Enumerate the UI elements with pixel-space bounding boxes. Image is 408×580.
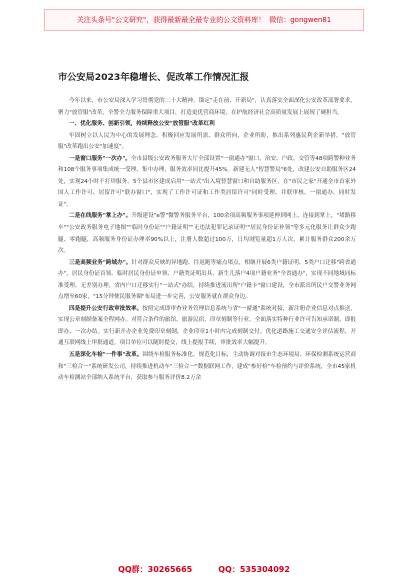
footer-contact [0, 563, 408, 575]
document-title: 市公安局2023年稳增长、促改革工作情况汇报 [58, 72, 249, 83]
qq-number: QQ：535304092 [218, 564, 290, 574]
promo-banner [44, 9, 364, 31]
body-paragraph [58, 304, 356, 350]
paragraph-lead: 五是深化车检"一件事"改革。 [69, 352, 143, 359]
paragraph-lead: 二是在线服务"掌上办"。 [69, 213, 132, 220]
paragraph-lead: 四是提升公安行政审批效率。 [69, 305, 143, 312]
paragraph-lead: 一是窗口服务"一次办"。 [69, 155, 131, 162]
paragraph-text: 今年以来，市公安局深入学习贯彻党的二十大精神，锚定"走在前、开新局"，认真落实全面深化公安改革部署要求，聚力"放管服"改革，全警全力服务保障重大项目，打造更优营商环境，在护航经济社会高质量发展上展现了硬担当。 [58, 98, 356, 116]
paragraph-text: 按照完成即审查业务管理信息系统与省"一窗通"系统对接，新注册企业信息对点推送，实现公章刻制备案全程网办。对符合条件的旅馆、旅游民宿，印章刻制等行业，全面落实特种行业许可告知承诺制，即报即办、一次办结。实行新开办企业免费印章刻制，企业印章1小时内完成刻制交付。优化道路施工交通安全评估流程，开通互联网线上审批通道，项目单位可以随时提交，线上提报手续，审批效率大幅提升。 [58, 305, 356, 347]
qq-group: QQ群：30265665 [118, 564, 193, 574]
wechat-id: 微信：gongwen81 [269, 16, 332, 24]
body-paragraph [58, 96, 356, 119]
body-paragraph [58, 131, 356, 154]
paragraph-lead: 三是高频业务"跨域办"。 [69, 259, 132, 266]
paragraph-text: 升级建设"e警"微警务服务平台，100余项高频服务事项延伸到网上、连接到掌上，"堵路移车""公安政务服务电子地图""临时身份证""户籍证明""无违法犯罪记录证明""居民身份证补领"等多元化服务让群众少跑腿、零跑腿，高频服务身份证办理率90%以上，注册人数超过100万，日均浏览量超1万人次，累计服务群众200余万次。 [58, 213, 356, 255]
promo-text: 关注头条号"公文研究"，获得最新最全最专业的公文资料库！ [76, 16, 266, 24]
body-paragraph [58, 211, 356, 257]
body-paragraph [58, 154, 356, 212]
paragraph-text: 围绕车检服务标准化、规范化目标，主动协调对接市生态环境局、环保检测系统运营商和"三检合一"系统研发公司，持续推进机动车"三检合一"数据联网工作，建成"参好检"车检预约与评价系统，全市45家机动车检测站全部纳入系统平台，获取参与服务评价8.2万余 [58, 352, 356, 382]
paragraph-text: 一、优化服务、创新引领，持续释放公安"放管服"改革红利 [69, 121, 215, 128]
paragraph-text: 针对群众反映的异地跑、往返跑等痛点堵点，相继开展6类户籍证明、5类户口迁移"跨省通办"，居民身份证首领、临时居民身份证申领、户籍类证明出具、新生儿落户4项户籍业务"全省通办"，实现不同地域同标准受理、无差别办理。省内户口迁移实行"一站式"办结，持续推进流出所"户籍卡"窗口建设，全市派出所民户交警业务网点增至60家，"15分钟便民服务圈"布局进一步完善，公安服务就在群众身边。 [58, 259, 356, 301]
paragraph-text: 牢固树立以人民为中心的发展理念，积极回应发展所需、群众所向、企业所盼，推出系列惠民利企新举措，"放管服"改革跑出公安"加速度"。 [58, 132, 356, 151]
paragraph-text: 全市县级公安政务服务大厅全部设置"一窗通办"窗口，治安、户政、交管等48项跨警种业务和108个服务事项集成统一受理、集中办理，服务效率同比提升45%。新建无人"智慧警局"6处，改建公安自助服务区24处，实现24小时不打烊服务。5个县市区建成启用"一站式"出入境智慧窗口和自助服务区，在"市民之家"开通全市首家外国人工作许可、居留许可"联办窗口"，实现了工作许可证和工作类居留许可"同时受理、并联审核、一窗通办、同时发证"。 [58, 155, 356, 208]
document-body [58, 96, 356, 551]
body-paragraph [58, 258, 356, 304]
section-heading [58, 119, 356, 131]
body-paragraph [58, 350, 356, 385]
